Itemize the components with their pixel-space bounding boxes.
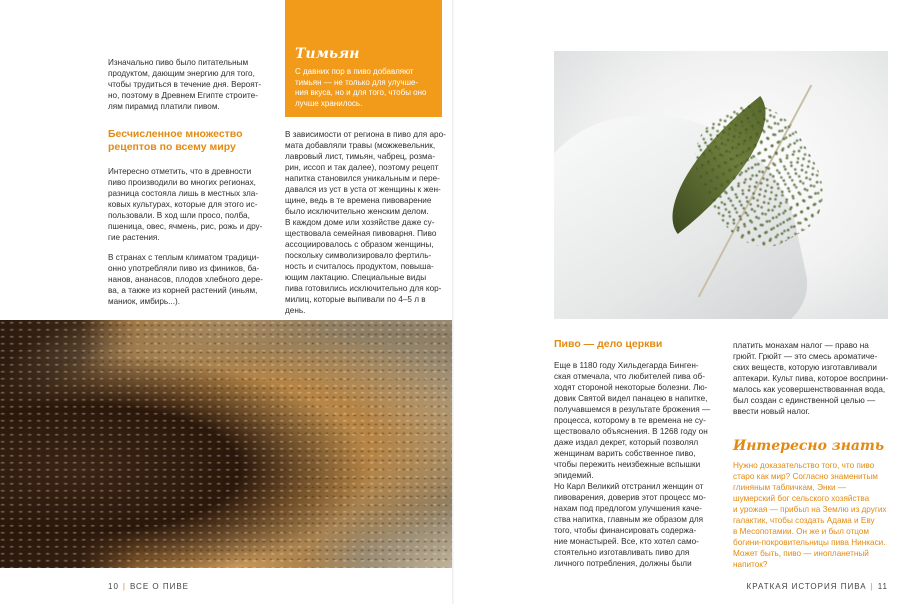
- right-page: [454, 0, 908, 604]
- running-title: ВСЕ О ПИВЕ: [129, 582, 190, 591]
- text-line: довик Святой видел панацею в напитке,: [554, 394, 708, 403]
- text-line: щине, ведь в те времена пивоварение: [285, 196, 432, 205]
- text-line: чтобы трудиться в течение дня. Вероят-: [108, 80, 262, 89]
- text-line: того, чтобы финансировать содержа-: [554, 526, 697, 535]
- text-line: напиток?: [733, 560, 768, 569]
- text-line: В странах с теплым климатом традици-: [108, 253, 260, 262]
- intro-paragraph: [108, 57, 268, 112]
- text-line: ковых культурах, которые для этого ис-: [108, 200, 258, 209]
- text-line: нанов, ананасов, плодов хлебного дере-: [108, 275, 263, 284]
- text-line: ва, а также из корней растений (иньям,: [108, 286, 258, 295]
- text-line: пиво производили во многих регионах,: [108, 178, 256, 187]
- text-line: онно употребляли пиво из фиников, ба-: [108, 264, 260, 273]
- text-line: Изначально пиво было питательным: [108, 58, 249, 67]
- section-title-recipes: [108, 128, 243, 154]
- page-number: 10: [108, 582, 119, 591]
- text-line: и урожая — прибыл на Землю из других: [733, 505, 887, 514]
- text-line: продуктом, дающим энергию для того,: [108, 69, 255, 78]
- section-title-church: Пиво — дело церкви: [554, 338, 663, 350]
- text-line: лавровый лист, тимьян, чабрец, розма-: [285, 152, 435, 161]
- title-line: Бесчисленное множество: [108, 128, 243, 140]
- paragraph-regions: [108, 166, 270, 243]
- text-line: мата добавляли травы (можжевельник,: [285, 141, 436, 150]
- text-line: нахам под предлогом улучшения каче-: [554, 504, 702, 513]
- text-line: ства напитка, главным же образом для: [554, 515, 704, 524]
- text-line: гие растения.: [108, 233, 160, 242]
- text-line: тимьян — не только для улучше-: [295, 77, 419, 87]
- sidebar-text: [295, 67, 432, 109]
- running-title: КРАТКАЯ ИСТОРИЯ ПИВА: [746, 582, 867, 591]
- text-line: был создан с единственной целью —: [733, 396, 876, 405]
- interesting-fact-title: Интересно знать: [733, 438, 885, 454]
- text-line: ская отмечала, что любителей пива об-: [554, 372, 705, 381]
- text-line: В каждом доме или хозяйстве даже су-: [285, 218, 435, 227]
- text-line: малось как усовершенствованная вода,: [733, 385, 886, 394]
- title-line: рецептов по всему миру: [108, 141, 236, 153]
- text-line: поскольку символизировало фертиль-: [285, 251, 432, 260]
- text-line: грюйт. Грюйт — это смесь ароматиче-: [733, 352, 878, 361]
- text-line: стоятельно изготавливать пиво для: [554, 548, 690, 557]
- text-line: было исключительно женским делом.: [285, 207, 429, 216]
- text-line: пива готовились исключительно для кор-: [285, 284, 442, 293]
- text-line: С давних пор в пиво добавляют: [295, 67, 414, 76]
- grain-texture: [0, 320, 454, 568]
- text-line: Еще в 1180 году Хильдегарда Бинген-: [554, 361, 699, 370]
- text-line: разница состояла лишь в местных зла-: [108, 189, 259, 198]
- text-line: маниок, имбирь...).: [108, 297, 180, 306]
- text-line: глиняным табличкам, Энки —: [733, 483, 847, 492]
- column-herbs: [285, 129, 447, 316]
- column-church-1: [554, 360, 716, 569]
- text-line: личного потребления, должны были: [554, 559, 692, 568]
- footer-left: [108, 582, 189, 591]
- page-number: 11: [877, 582, 888, 591]
- grain-malt-photo: [0, 320, 454, 568]
- text-line: ющим лактацию. Специальные виды: [285, 273, 427, 282]
- text-line: ввести новый налог.: [733, 407, 810, 416]
- text-line: ассоциировалось с образом женщины,: [285, 240, 434, 249]
- text-line: аптекари. Культ пива, которое восприни-: [733, 374, 889, 383]
- thyme-bay-leaf-photo: [554, 51, 888, 319]
- text-line: Интересно отметить, что в древности: [108, 167, 252, 176]
- text-line: галактик, чтобы создать Адама и Еву: [733, 516, 875, 525]
- text-line: милиц, которые выпивали по 4–5 л в день.: [285, 295, 426, 315]
- text-line: эпидемий.: [554, 471, 594, 480]
- thyme-sidebar: [285, 0, 442, 117]
- text-line: но, поэтому в Древнем Египте строите-: [108, 91, 258, 100]
- footer-right: [747, 582, 888, 591]
- footer-separator: |: [870, 582, 874, 591]
- text-line: ния вкуса, но и для того, чтобы оно: [295, 88, 427, 97]
- text-line: даже издал декрет, который позволял: [554, 438, 699, 447]
- text-line: получавшемся в результате брожения —: [554, 405, 711, 414]
- text-line: шумерский бог сельского хозяйства: [733, 494, 870, 503]
- text-line: В зависимости от региона в пиво для аро-: [285, 130, 446, 139]
- text-line: пшеница, овес, ячмень, рис, рожь и дру-: [108, 222, 263, 231]
- text-line: ских веществ, которую изготавливали: [733, 363, 877, 372]
- text-line: Но Карл Великий отстранил женщин от: [554, 482, 704, 491]
- text-line: напитка становился уникальным и пере-: [285, 174, 440, 183]
- footer-separator: |: [122, 582, 126, 591]
- text-line: в Месопотамии. Он же и был отцом: [733, 527, 870, 536]
- text-line: Может быть, пиво — инопланетный: [733, 549, 869, 558]
- text-line: ние монастырей. Все, кто хотел само-: [554, 537, 699, 546]
- text-line: пользовали. В ход шли просо, полба,: [108, 211, 250, 220]
- text-line: давался из уст в уста от женщины к жен-: [285, 185, 441, 194]
- text-line: ность и считалось продуктом, повыша-: [285, 262, 434, 271]
- text-line: платить монахам налог — право на: [733, 341, 869, 350]
- text-line: старо как мир? Согласно знаменитым: [733, 472, 878, 481]
- text-line: лям пирамид платили пивом.: [108, 102, 220, 111]
- text-line: Нужно доказательство того, что пиво: [733, 461, 875, 470]
- text-line: рин, иссоп и так далее), поэтому рецепт: [285, 163, 439, 172]
- text-line: пивоварения, доверив этот процесс мо-: [554, 493, 706, 502]
- text-line: богини-покровительницы пива Нинкаси.: [733, 538, 886, 547]
- text-line: чтобы пережить неизбежные вспышки: [554, 460, 701, 469]
- text-line: женщинам варить собственное пиво,: [554, 449, 696, 458]
- text-line: процесса, которому в те времена не су-: [554, 416, 706, 425]
- paragraph-warm-climate: [108, 252, 270, 307]
- column-church-2: [733, 340, 895, 417]
- text-line: ществовало объяснения. В 1268 году он: [554, 427, 708, 436]
- text-line: ществовала семейная пивоварня. Пиво: [285, 229, 437, 238]
- text-line: лучше хранилось.: [295, 98, 363, 108]
- interesting-fact-text: [733, 460, 893, 570]
- text-line: ходят стороной некоторые болезни. Лю-: [554, 383, 708, 392]
- sidebar-title: Тимьян: [295, 46, 360, 62]
